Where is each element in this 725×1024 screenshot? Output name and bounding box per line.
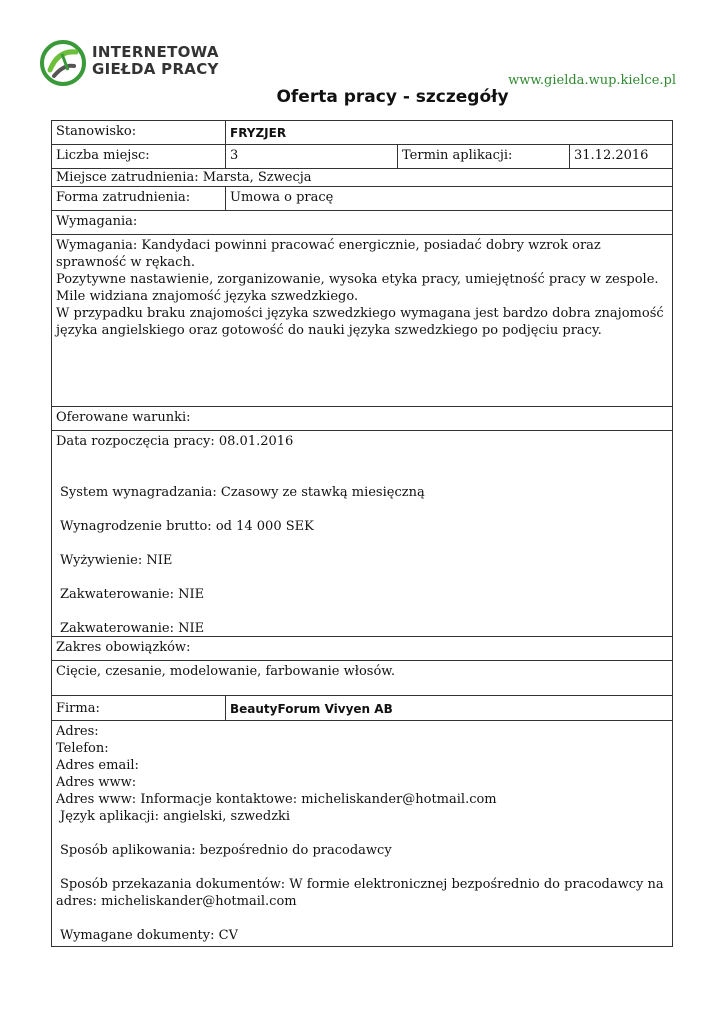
logo [40,38,230,88]
termin-label: Termin aplikacji: [398,145,570,168]
firma-label: Firma: [52,696,226,720]
zakwaterowanie-2: Zakwaterowanie: NIE [60,621,205,636]
row-stanowisko [52,121,672,145]
row-company-details [52,721,672,946]
kontakt: Adres www: Informacje kontaktowe: micheliskander@hotmail.com [56,792,497,807]
row-wymagania [52,235,672,407]
row-warunki [52,431,672,637]
wymagania-line-2: Pozytywne nastawienie, zorganizowanie, wysoka etyka pracy, umiejętność pracy w zespole. [56,272,659,287]
logo-line-2: GIEŁDA PRACY [92,60,219,78]
logo-line-1: INTERNETOWA [92,43,219,61]
offer-table [51,120,673,696]
sposob-przekazania: Sposób przekazania dokumentów: W formie elektronicznej bezpośrednio do pracodawcy na adres: micheliskander@hotmail.com [56,877,664,909]
wymagania-line-1: Wymagania: Kandydaci powinni pracować energicznie, posiadać dobry wzrok oraz sprawność w rękach. [56,238,601,270]
liczba-label: Liczba miejsc: [52,145,226,168]
page-title: Oferta pracy - szczegóły [276,87,509,107]
logo-icon [40,40,86,86]
termin-value: 31.12.2016 [574,148,649,163]
row-firma [52,696,672,721]
adres: Adres: [56,724,99,739]
wynagrodzenie: Wynagrodzenie brutto: od 14 000 SEK [60,519,314,534]
wymagane-dokumenty: Wymagane dokumenty: CV [60,928,238,943]
warunki-label: Oferowane warunki: [56,410,191,425]
data-rozpoczecia: Data rozpoczęcia pracy: 08.01.2016 [56,434,294,449]
stanowisko-label: Stanowisko: [52,121,226,144]
row-liczba [52,145,672,169]
row-forma [52,187,672,211]
company-table [51,695,673,947]
adres-email: Adres email: [56,758,139,773]
warunki-text [52,431,672,636]
row-wymagania-label [52,211,672,235]
wymagania-line-3: Mile widziana znajomość języka szwedzkiego. [56,289,359,304]
wymagania-line-4: W przypadku braku znajomości języka szwedzkiego wymagana jest bardzo dobra znajomość języka angielskiego oraz gotowość do nauki języka szwedzkiego po podjęciu pracy. [56,306,664,338]
zakwaterowanie-1: Zakwaterowanie: NIE [60,587,205,602]
row-miejsce [52,169,672,187]
stanowisko-value: FRYZJER [230,126,287,140]
company-details [52,721,672,946]
wymagania-text [52,235,672,406]
firma-value: BeautyForum Vivyen AB [230,702,393,716]
system-wynagradzania: System wynagradzania: Czasowy ze stawką miesięczną [60,485,425,500]
site-url[interactable]: www.gielda.wup.kielce.pl [508,73,676,88]
zakres-value: Cięcie, czesanie, modelowanie, farbowanie włosów. [56,664,395,679]
zakres-label: Zakres obowiązków: [56,640,191,655]
liczba-value: 3 [226,145,398,168]
logo-text [92,44,219,78]
wymagania-label: Wymagania: [56,214,138,229]
row-zakres-label [52,637,672,661]
forma-label: Forma zatrudnienia: [52,187,226,210]
row-zakres [52,661,672,695]
sposob-aplikowania: Sposób aplikowania: bezpośrednio do pracodawcy [60,843,392,858]
telefon: Telefon: [56,741,109,756]
row-warunki-label [52,407,672,431]
adres-www: Adres www: [56,775,137,790]
wyzywienie: Wyżywienie: NIE [60,553,173,568]
jezyk-aplikacji: Język aplikacji: angielski, szwedzki [60,809,291,824]
miejsce-value: Miejsce zatrudnienia: Marsta, Szwecja [56,170,312,185]
forma-value: Umowa o pracę [230,190,334,205]
